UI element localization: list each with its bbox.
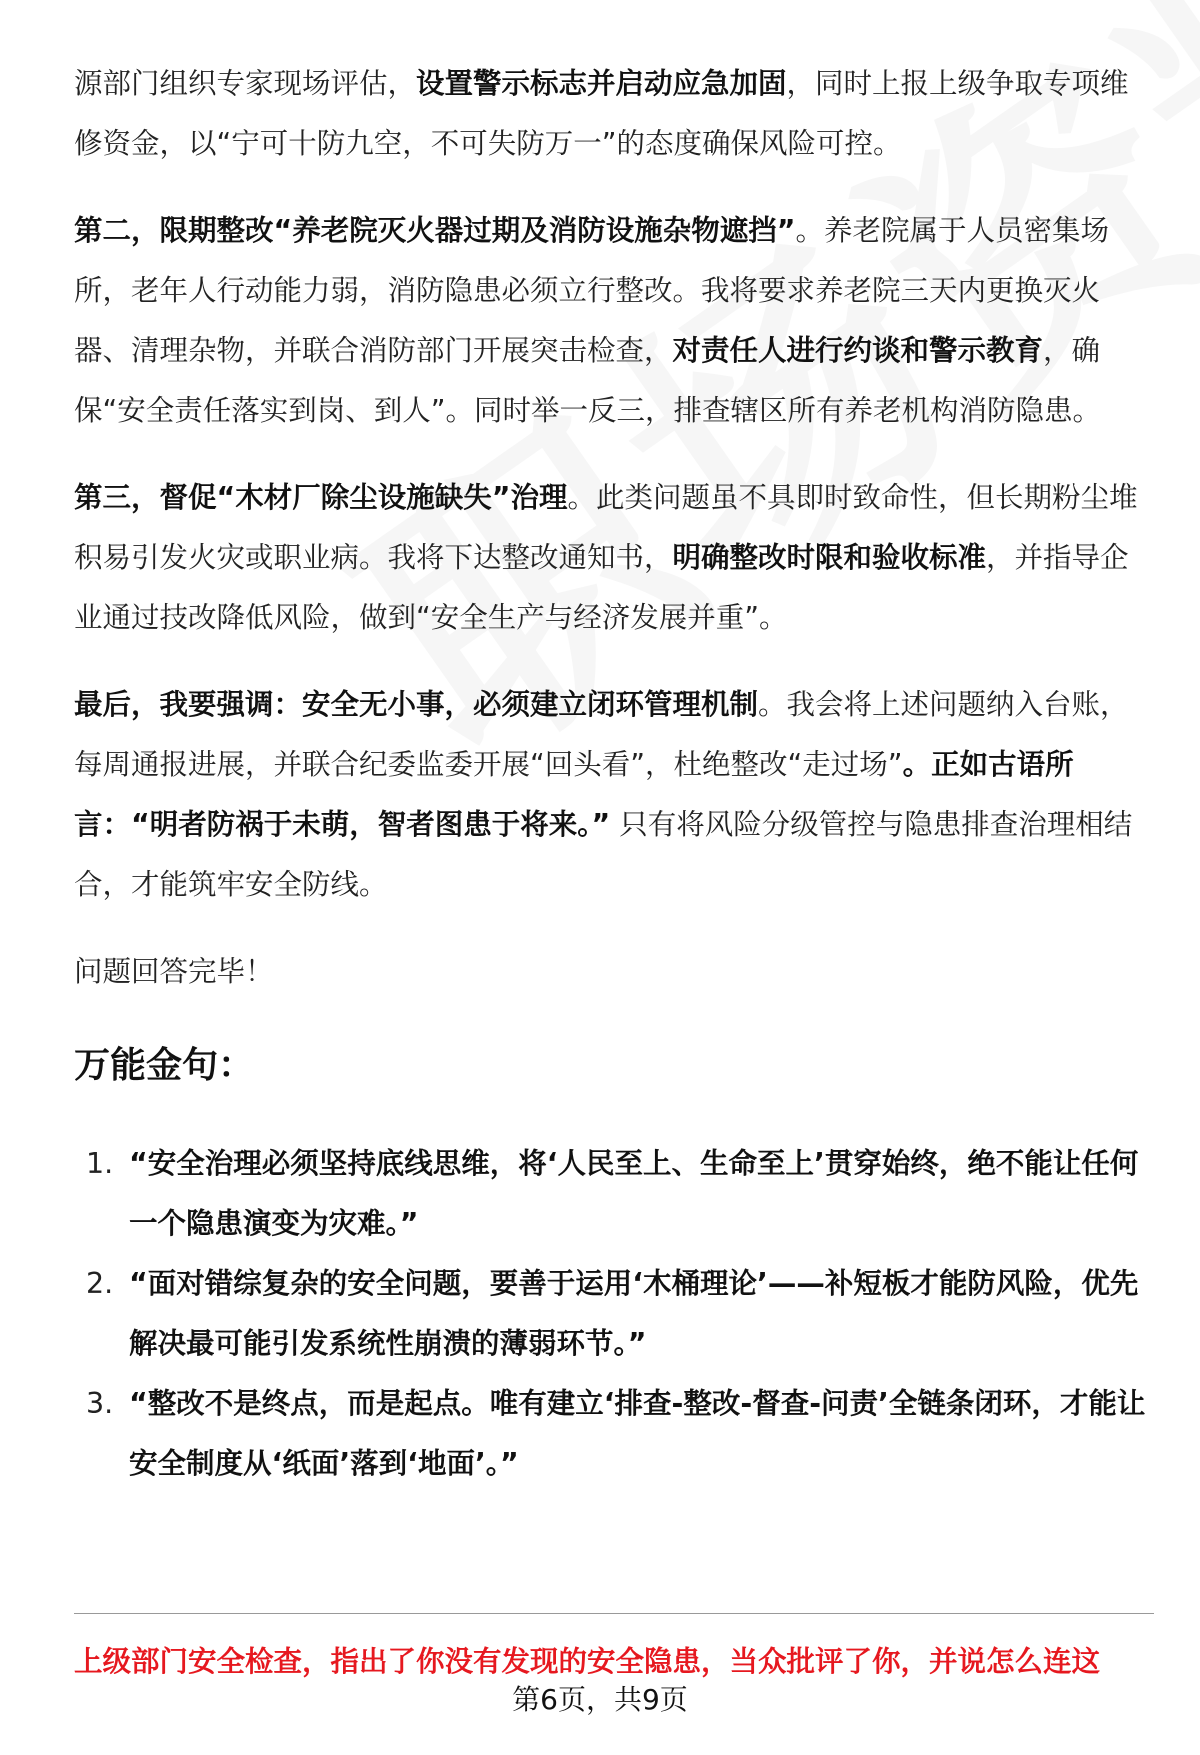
list-item-text: “整改不是终点，而是起点。唯有建立‘排查-整改-督查-问责’全链条闭环，才能让安全制度从‘纸面’落到‘地面’。” [129, 1387, 1146, 1480]
text-run-bold: 对责任人进行约谈和警示教育 [672, 334, 1044, 367]
next-question-preview: 上级部门安全检查，指出了你没有发现的安全隐患，当众批评了你，并说怎么连这 [74, 1645, 1101, 1678]
footer-divider [74, 1613, 1154, 1614]
text-run: 。此类问题虽不具即时致命性，但长期粉尘堆积易引发火灾或职业病。我将下达整改通知书， [74, 481, 1138, 574]
text-run: 。养老院属于人员密集场所，老年人行动能力弱，消防隐患必须立行整改。我将要求养老院三天内更换灭火器、清理杂物，并联合消防部门开展突击检查， [74, 214, 1109, 367]
document-body [74, 54, 1154, 1494]
text-run: 。我会将上述问题纳入台账，每周通报进展，并联合纪委监委开展“回头看”，杜绝整改“走过场” [74, 688, 1129, 781]
text-run: 问题回答完毕！ [74, 955, 274, 988]
list-number: 3. [86, 1387, 114, 1420]
text-run-bold: 最后，我要强调：安全无小事，必须建立闭环管理机制 [74, 688, 759, 721]
list-item-text: “面对错综复杂的安全问题，要善于运用‘木桶理论’——补短板才能防风险，优先解决最可能引发系统性崩溃的薄弱环节。” [129, 1267, 1139, 1360]
text-run-bold: 明确整改时限和验收标准 [672, 541, 987, 574]
paragraph-3 [74, 468, 1154, 648]
list-item [74, 1254, 1154, 1374]
paragraph-4 [74, 675, 1154, 915]
paragraph-5 [74, 942, 1154, 1002]
list-item [74, 1134, 1154, 1254]
quote-list [74, 1134, 1154, 1494]
text-run-bold: 第三，督促“木材厂除尘设施缺失”治理 [74, 481, 568, 514]
page-indicator: 第6页，共9页 [512, 1683, 688, 1716]
text-run: ，并指导企业通过技改降低风险，做到“安全生产与经济发展并重”。 [74, 541, 1129, 634]
list-number: 1. [86, 1147, 114, 1180]
text-run: ，确保“安全责任落实到岗、到人”。同时举一反三，排查辖区所有养老机构消防隐患。 [74, 334, 1102, 427]
text-run-bold: 设置警示标志并启动应急加固 [416, 67, 787, 100]
text-run-bold: 。正如古语所言：“明者防祸于未萌，智者图患于将来。” [74, 748, 1074, 841]
text-run: ，同时上报上级争取专项维修资金，以“宁可十防九空，不可失防万一”的态度确保风险可控。 [74, 67, 1129, 160]
text-run: 只有将风险分级管控与隐患排查治理相结合，才能筑牢安全防线。 [74, 808, 1133, 901]
list-item-text: “安全治理必须坚持底线思维，将‘人民至上、生命至上’贯穿始终，绝不能让任何一个隐患演变为灾难。” [129, 1147, 1139, 1240]
section-heading: 万能金句： [74, 1045, 255, 1086]
text-run-bold: 第二，限期整改“养老院灭火器过期及消防设施杂物遮挡” [74, 214, 796, 247]
text-run: 源部门组织专家现场评估， [74, 67, 417, 100]
list-item [74, 1374, 1154, 1494]
paragraph-1 [74, 54, 1154, 174]
list-number: 2. [86, 1267, 114, 1300]
paragraph-2 [74, 201, 1154, 441]
